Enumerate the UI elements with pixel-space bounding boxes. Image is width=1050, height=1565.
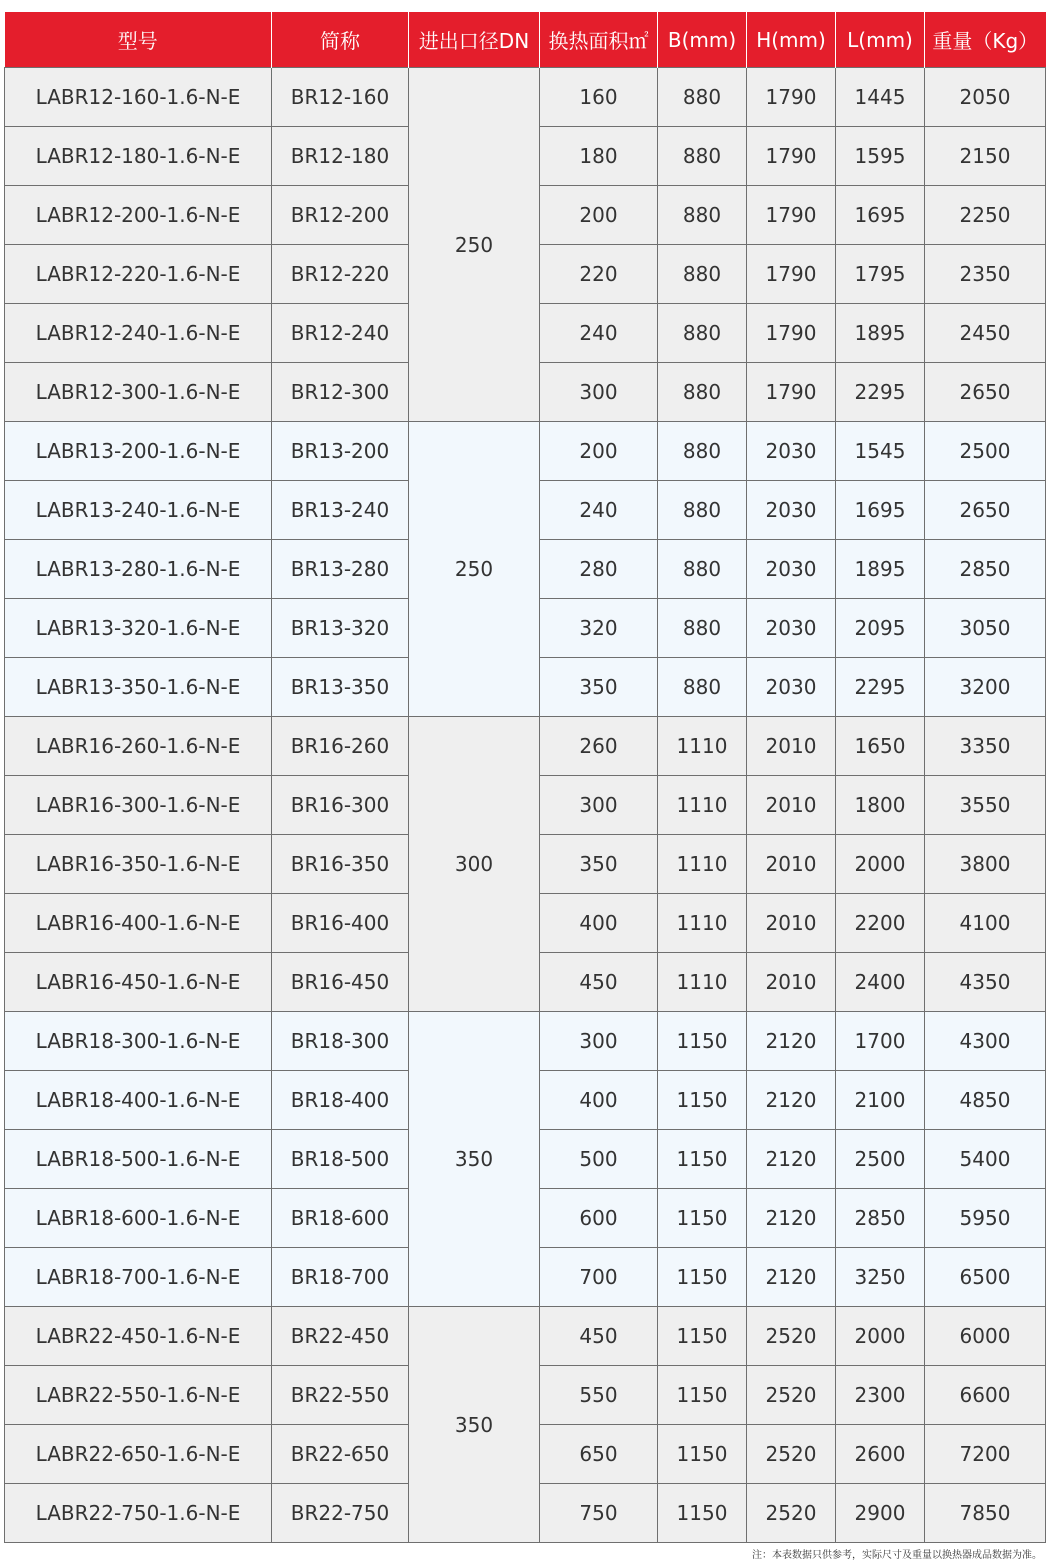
dn-cell: 250 <box>409 68 540 422</box>
short-name-cell: BR12-300 <box>272 363 409 422</box>
l-cell: 1695 <box>836 186 925 245</box>
short-name-cell: BR12-160 <box>272 68 409 127</box>
model-cell: LABR22-750-1.6-N-E <box>5 1484 272 1543</box>
h-cell: 2010 <box>747 953 836 1012</box>
short-name-cell: BR22-750 <box>272 1484 409 1543</box>
short-name-cell: BR16-450 <box>272 953 409 1012</box>
dn-cell: 250 <box>409 422 540 717</box>
h-cell: 1790 <box>747 127 836 186</box>
l-cell: 1895 <box>836 540 925 599</box>
model-cell: LABR18-600-1.6-N-E <box>5 1189 272 1248</box>
l-cell: 1800 <box>836 776 925 835</box>
b-cell: 880 <box>658 540 747 599</box>
h-cell: 1790 <box>747 245 836 304</box>
h-cell: 1790 <box>747 363 836 422</box>
b-cell: 1110 <box>658 717 747 776</box>
weight-cell: 2450 <box>925 304 1046 363</box>
weight-cell: 3800 <box>925 835 1046 894</box>
b-cell: 1110 <box>658 953 747 1012</box>
b-cell: 1150 <box>658 1484 747 1543</box>
area-cell: 200 <box>540 422 658 481</box>
weight-cell: 7200 <box>925 1425 1046 1484</box>
h-cell: 1790 <box>747 68 836 127</box>
area-cell: 700 <box>540 1248 658 1307</box>
h-cell: 2520 <box>747 1307 836 1366</box>
model-cell: LABR13-200-1.6-N-E <box>5 422 272 481</box>
h-cell: 2120 <box>747 1012 836 1071</box>
short-name-cell: BR18-400 <box>272 1071 409 1130</box>
header-h: H(mm) <box>747 12 836 68</box>
weight-cell: 2350 <box>925 245 1046 304</box>
weight-cell: 3200 <box>925 658 1046 717</box>
header-l: L(mm) <box>836 12 925 68</box>
model-cell: LABR18-400-1.6-N-E <box>5 1071 272 1130</box>
weight-cell: 2050 <box>925 68 1046 127</box>
model-cell: LABR13-280-1.6-N-E <box>5 540 272 599</box>
area-cell: 400 <box>540 1071 658 1130</box>
table-row <box>5 1307 1046 1366</box>
model-cell: LABR16-260-1.6-N-E <box>5 717 272 776</box>
weight-cell: 4100 <box>925 894 1046 953</box>
l-cell: 1695 <box>836 481 925 540</box>
l-cell: 2095 <box>836 599 925 658</box>
l-cell: 2295 <box>836 363 925 422</box>
dn-cell: 300 <box>409 717 540 1012</box>
l-cell: 2300 <box>836 1366 925 1425</box>
h-cell: 2030 <box>747 422 836 481</box>
area-cell: 300 <box>540 1012 658 1071</box>
table-header-row <box>5 12 1046 68</box>
l-cell: 2100 <box>836 1071 925 1130</box>
area-cell: 550 <box>540 1366 658 1425</box>
b-cell: 1150 <box>658 1012 747 1071</box>
weight-cell: 4350 <box>925 953 1046 1012</box>
weight-cell: 6600 <box>925 1366 1046 1425</box>
area-cell: 300 <box>540 776 658 835</box>
l-cell: 3250 <box>836 1248 925 1307</box>
h-cell: 2010 <box>747 776 836 835</box>
table-row <box>5 1012 1046 1071</box>
l-cell: 1895 <box>836 304 925 363</box>
h-cell: 2030 <box>747 599 836 658</box>
weight-cell: 3550 <box>925 776 1046 835</box>
weight-cell: 2250 <box>925 186 1046 245</box>
weight-cell: 5950 <box>925 1189 1046 1248</box>
short-name-cell: BR13-320 <box>272 599 409 658</box>
short-name-cell: BR22-650 <box>272 1425 409 1484</box>
h-cell: 2520 <box>747 1484 836 1543</box>
b-cell: 880 <box>658 422 747 481</box>
area-cell: 240 <box>540 481 658 540</box>
model-cell: LABR18-700-1.6-N-E <box>5 1248 272 1307</box>
model-cell: LABR13-320-1.6-N-E <box>5 599 272 658</box>
short-name-cell: BR13-280 <box>272 540 409 599</box>
area-cell: 300 <box>540 363 658 422</box>
h-cell: 2010 <box>747 717 836 776</box>
model-cell: LABR13-350-1.6-N-E <box>5 658 272 717</box>
l-cell: 2400 <box>836 953 925 1012</box>
l-cell: 2850 <box>836 1189 925 1248</box>
model-cell: LABR18-500-1.6-N-E <box>5 1130 272 1189</box>
l-cell: 2500 <box>836 1130 925 1189</box>
l-cell: 2200 <box>836 894 925 953</box>
b-cell: 1150 <box>658 1071 747 1130</box>
model-cell: LABR18-300-1.6-N-E <box>5 1012 272 1071</box>
header-short-name: 简称 <box>272 12 409 68</box>
model-cell: LABR22-450-1.6-N-E <box>5 1307 272 1366</box>
area-cell: 450 <box>540 1307 658 1366</box>
table-row <box>5 717 1046 776</box>
area-cell: 320 <box>540 599 658 658</box>
short-name-cell: BR18-700 <box>272 1248 409 1307</box>
dn-cell: 350 <box>409 1307 540 1543</box>
b-cell: 1150 <box>658 1189 747 1248</box>
weight-cell: 3350 <box>925 717 1046 776</box>
b-cell: 1150 <box>658 1307 747 1366</box>
h-cell: 2030 <box>747 658 836 717</box>
b-cell: 880 <box>658 658 747 717</box>
model-cell: LABR12-240-1.6-N-E <box>5 304 272 363</box>
model-cell: LABR16-350-1.6-N-E <box>5 835 272 894</box>
l-cell: 1545 <box>836 422 925 481</box>
spec-table <box>4 12 1046 1543</box>
model-cell: LABR12-160-1.6-N-E <box>5 68 272 127</box>
weight-cell: 4300 <box>925 1012 1046 1071</box>
short-name-cell: BR12-240 <box>272 304 409 363</box>
weight-cell: 3050 <box>925 599 1046 658</box>
model-cell: LABR22-650-1.6-N-E <box>5 1425 272 1484</box>
table-row <box>5 422 1046 481</box>
short-name-cell: BR16-300 <box>272 776 409 835</box>
weight-cell: 6000 <box>925 1307 1046 1366</box>
b-cell: 1110 <box>658 776 747 835</box>
weight-cell: 6500 <box>925 1248 1046 1307</box>
short-name-cell: BR16-400 <box>272 894 409 953</box>
short-name-cell: BR16-260 <box>272 717 409 776</box>
weight-cell: 2850 <box>925 540 1046 599</box>
b-cell: 880 <box>658 245 747 304</box>
model-cell: LABR13-240-1.6-N-E <box>5 481 272 540</box>
area-cell: 280 <box>540 540 658 599</box>
header-b: B(mm) <box>658 12 747 68</box>
h-cell: 2520 <box>747 1366 836 1425</box>
h-cell: 2010 <box>747 894 836 953</box>
area-cell: 160 <box>540 68 658 127</box>
area-cell: 200 <box>540 186 658 245</box>
l-cell: 1445 <box>836 68 925 127</box>
weight-cell: 2650 <box>925 481 1046 540</box>
area-cell: 220 <box>540 245 658 304</box>
area-cell: 260 <box>540 717 658 776</box>
short-name-cell: BR18-300 <box>272 1012 409 1071</box>
model-cell: LABR22-550-1.6-N-E <box>5 1366 272 1425</box>
l-cell: 2000 <box>836 835 925 894</box>
area-cell: 500 <box>540 1130 658 1189</box>
h-cell: 2010 <box>747 835 836 894</box>
b-cell: 880 <box>658 68 747 127</box>
model-cell: LABR16-400-1.6-N-E <box>5 894 272 953</box>
h-cell: 2030 <box>747 540 836 599</box>
footnote: 注：本表数据只供参考，实际尺寸及重量以换热器成品数据为准。 <box>752 1550 1042 1561</box>
header-model: 型号 <box>5 12 272 68</box>
weight-cell: 7850 <box>925 1484 1046 1543</box>
short-name-cell: BR12-180 <box>272 127 409 186</box>
b-cell: 880 <box>658 363 747 422</box>
h-cell: 2520 <box>747 1425 836 1484</box>
b-cell: 880 <box>658 304 747 363</box>
area-cell: 600 <box>540 1189 658 1248</box>
area-cell: 650 <box>540 1425 658 1484</box>
short-name-cell: BR13-240 <box>272 481 409 540</box>
area-cell: 450 <box>540 953 658 1012</box>
header-area: 换热面积㎡ <box>540 12 658 68</box>
model-cell: LABR12-220-1.6-N-E <box>5 245 272 304</box>
weight-cell: 2650 <box>925 363 1046 422</box>
area-cell: 180 <box>540 127 658 186</box>
l-cell: 1595 <box>836 127 925 186</box>
b-cell: 1150 <box>658 1130 747 1189</box>
b-cell: 1150 <box>658 1366 747 1425</box>
area-cell: 400 <box>540 894 658 953</box>
l-cell: 2000 <box>836 1307 925 1366</box>
h-cell: 2120 <box>747 1071 836 1130</box>
short-name-cell: BR13-200 <box>272 422 409 481</box>
h-cell: 1790 <box>747 186 836 245</box>
area-cell: 350 <box>540 658 658 717</box>
h-cell: 2030 <box>747 481 836 540</box>
weight-cell: 2150 <box>925 127 1046 186</box>
header-weight: 重量（Kg） <box>925 12 1046 68</box>
short-name-cell: BR16-350 <box>272 835 409 894</box>
l-cell: 2900 <box>836 1484 925 1543</box>
h-cell: 2120 <box>747 1189 836 1248</box>
dn-cell: 350 <box>409 1012 540 1307</box>
model-cell: LABR12-200-1.6-N-E <box>5 186 272 245</box>
short-name-cell: BR12-220 <box>272 245 409 304</box>
b-cell: 1150 <box>658 1248 747 1307</box>
model-cell: LABR12-180-1.6-N-E <box>5 127 272 186</box>
area-cell: 350 <box>540 835 658 894</box>
b-cell: 880 <box>658 481 747 540</box>
weight-cell: 2500 <box>925 422 1046 481</box>
table-row <box>5 68 1046 127</box>
b-cell: 1110 <box>658 835 747 894</box>
b-cell: 880 <box>658 186 747 245</box>
b-cell: 1150 <box>658 1425 747 1484</box>
model-cell: LABR16-450-1.6-N-E <box>5 953 272 1012</box>
model-cell: LABR12-300-1.6-N-E <box>5 363 272 422</box>
l-cell: 1650 <box>836 717 925 776</box>
header-dn: 进出口径DN <box>409 12 540 68</box>
b-cell: 880 <box>658 599 747 658</box>
weight-cell: 5400 <box>925 1130 1046 1189</box>
h-cell: 1790 <box>747 304 836 363</box>
weight-cell: 4850 <box>925 1071 1046 1130</box>
l-cell: 1700 <box>836 1012 925 1071</box>
table-body <box>5 68 1046 1543</box>
b-cell: 880 <box>658 127 747 186</box>
model-cell: LABR16-300-1.6-N-E <box>5 776 272 835</box>
short-name-cell: BR18-600 <box>272 1189 409 1248</box>
short-name-cell: BR22-450 <box>272 1307 409 1366</box>
area-cell: 240 <box>540 304 658 363</box>
short-name-cell: BR12-200 <box>272 186 409 245</box>
l-cell: 2600 <box>836 1425 925 1484</box>
l-cell: 1795 <box>836 245 925 304</box>
b-cell: 1110 <box>658 894 747 953</box>
l-cell: 2295 <box>836 658 925 717</box>
area-cell: 750 <box>540 1484 658 1543</box>
h-cell: 2120 <box>747 1248 836 1307</box>
short-name-cell: BR13-350 <box>272 658 409 717</box>
short-name-cell: BR18-500 <box>272 1130 409 1189</box>
h-cell: 2120 <box>747 1130 836 1189</box>
short-name-cell: BR22-550 <box>272 1366 409 1425</box>
